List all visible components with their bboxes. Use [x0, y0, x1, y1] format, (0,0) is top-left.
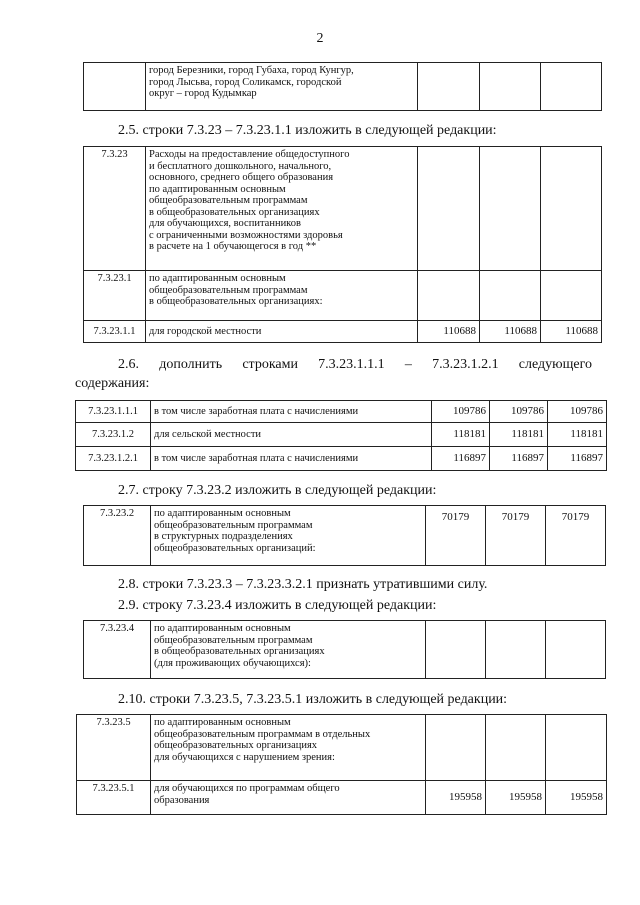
row-value-3: 110688	[541, 321, 602, 343]
table-row	[84, 321, 602, 343]
row-code: 7.3.23.1.1.1	[76, 401, 151, 423]
row-value-2: 118181	[490, 423, 548, 447]
paragraph-2-8: 2.8. строки 7.3.23.3 – 7.3.23.3.2.1 признать утратившими силу.	[118, 577, 488, 592]
paragraph-2-10: 2.10. строки 7.3.23.5, 7.3.23.5.1 изложить в следующей редакции:	[118, 692, 508, 707]
row-value-1	[418, 147, 480, 271]
row-code: 7.3.23.1.1	[84, 321, 146, 343]
row-value-2: 195958	[486, 781, 546, 815]
row-text: город Березники, город Губаха, город Кунгур, город Лысьва, город Соликамск, городской округ – город Кудымкар	[146, 63, 418, 111]
row-value-2	[486, 621, 546, 679]
paragraph-2-6: 2.6. дополнить строками 7.3.23.1.1.1 – 7.3.23.1.2.1 следующего	[118, 357, 592, 372]
row-value-3	[546, 715, 607, 781]
row-text: в том числе заработная плата с начислениями	[151, 447, 432, 471]
row-value-2	[480, 271, 541, 321]
row-value-1	[426, 621, 486, 679]
row-value-3	[541, 147, 602, 271]
row-value-3: 118181	[548, 423, 607, 447]
table-7-3-23-1	[75, 400, 607, 471]
row-code: 7.3.23	[84, 147, 146, 271]
row-value-2: 110688	[480, 321, 541, 343]
row-code: 7.3.23.1.2.1	[76, 447, 151, 471]
row-value-1: 195958	[426, 781, 486, 815]
table-row	[77, 781, 607, 815]
row-value-3: 116897	[548, 447, 607, 471]
paragraph-2-7: 2.7. строку 7.3.23.2 изложить в следующей редакции:	[118, 483, 437, 498]
row-value-2: 70179	[486, 506, 546, 566]
row-text: для сельской местности	[151, 423, 432, 447]
row-code: 7.3.23.1.2	[76, 423, 151, 447]
table-row	[84, 621, 606, 679]
row-value-2	[480, 147, 541, 271]
row-value-3: 195958	[546, 781, 607, 815]
row-value-3: 109786	[548, 401, 607, 423]
row-value-3	[546, 621, 606, 679]
row-text: Расходы на предоставление общедоступного и бесплатного дошкольного, начального, основного, среднего общего образования по адаптированным основным общеобразовательным программам в общеобразовательных организациях для обучающихся, воспитанников с ограниченными возможностями здоровья в расчете на 1 обучающегося в год **	[146, 147, 418, 271]
row-value-1	[426, 715, 486, 781]
table-7-3-23-4	[83, 620, 606, 679]
row-value-1: 70179	[426, 506, 486, 566]
row-text: для обучающихся по программам общего образования	[151, 781, 426, 815]
row-code: 7.3.23.2	[84, 506, 151, 566]
row-value-3	[541, 63, 602, 111]
table-row	[84, 147, 602, 271]
row-text: для городской местности	[146, 321, 418, 343]
row-code: 7.3.23.4	[84, 621, 151, 679]
row-value-1	[418, 63, 480, 111]
row-value-2	[486, 715, 546, 781]
table-7-3-23-5	[76, 714, 607, 815]
row-code	[84, 63, 146, 111]
paragraph-2-5: 2.5. строки 7.3.23 – 7.3.23.1.1 изложить в следующей редакции:	[118, 123, 497, 138]
table-7-3-23-2	[83, 505, 606, 566]
paragraph-2-6-continued: содержания:	[75, 376, 150, 391]
row-text: по адаптированным основным общеобразовательным программам в общеобразовательных организациях:	[146, 271, 418, 321]
row-code: 7.3.23.5	[77, 715, 151, 781]
table-row	[84, 271, 602, 321]
table-row	[76, 423, 607, 447]
table-continuation	[83, 62, 602, 111]
row-value-2: 116897	[490, 447, 548, 471]
row-value-1: 110688	[418, 321, 480, 343]
row-text: по адаптированным основным общеобразовательным программам в общеобразовательных организациях (для проживающих обучающихся):	[151, 621, 426, 679]
table-row	[76, 401, 607, 423]
table-row	[76, 447, 607, 471]
row-value-1: 116897	[432, 447, 490, 471]
row-code: 7.3.23.1	[84, 271, 146, 321]
row-text: по адаптированным основным общеобразовательным программам в отдельных общеобразовательных организациях для обучающихся с нарушением зрения:	[151, 715, 426, 781]
paragraph-2-9: 2.9. строку 7.3.23.4 изложить в следующей редакции:	[118, 598, 437, 613]
table-row	[84, 506, 606, 566]
table-row	[84, 63, 602, 111]
row-code: 7.3.23.5.1	[77, 781, 151, 815]
page-number: 2	[316, 31, 324, 46]
row-value-3: 70179	[546, 506, 606, 566]
table-row	[77, 715, 607, 781]
row-text: по адаптированным основным общеобразовательным программам в структурных подразделениях общеобразовательных организаций:	[151, 506, 426, 566]
row-value-1: 118181	[432, 423, 490, 447]
table-7-3-23	[83, 146, 602, 343]
row-value-1	[418, 271, 480, 321]
row-value-3	[541, 271, 602, 321]
row-value-2: 109786	[490, 401, 548, 423]
row-text: в том числе заработная плата с начислениями	[151, 401, 432, 423]
row-value-2	[480, 63, 541, 111]
row-value-1: 109786	[432, 401, 490, 423]
